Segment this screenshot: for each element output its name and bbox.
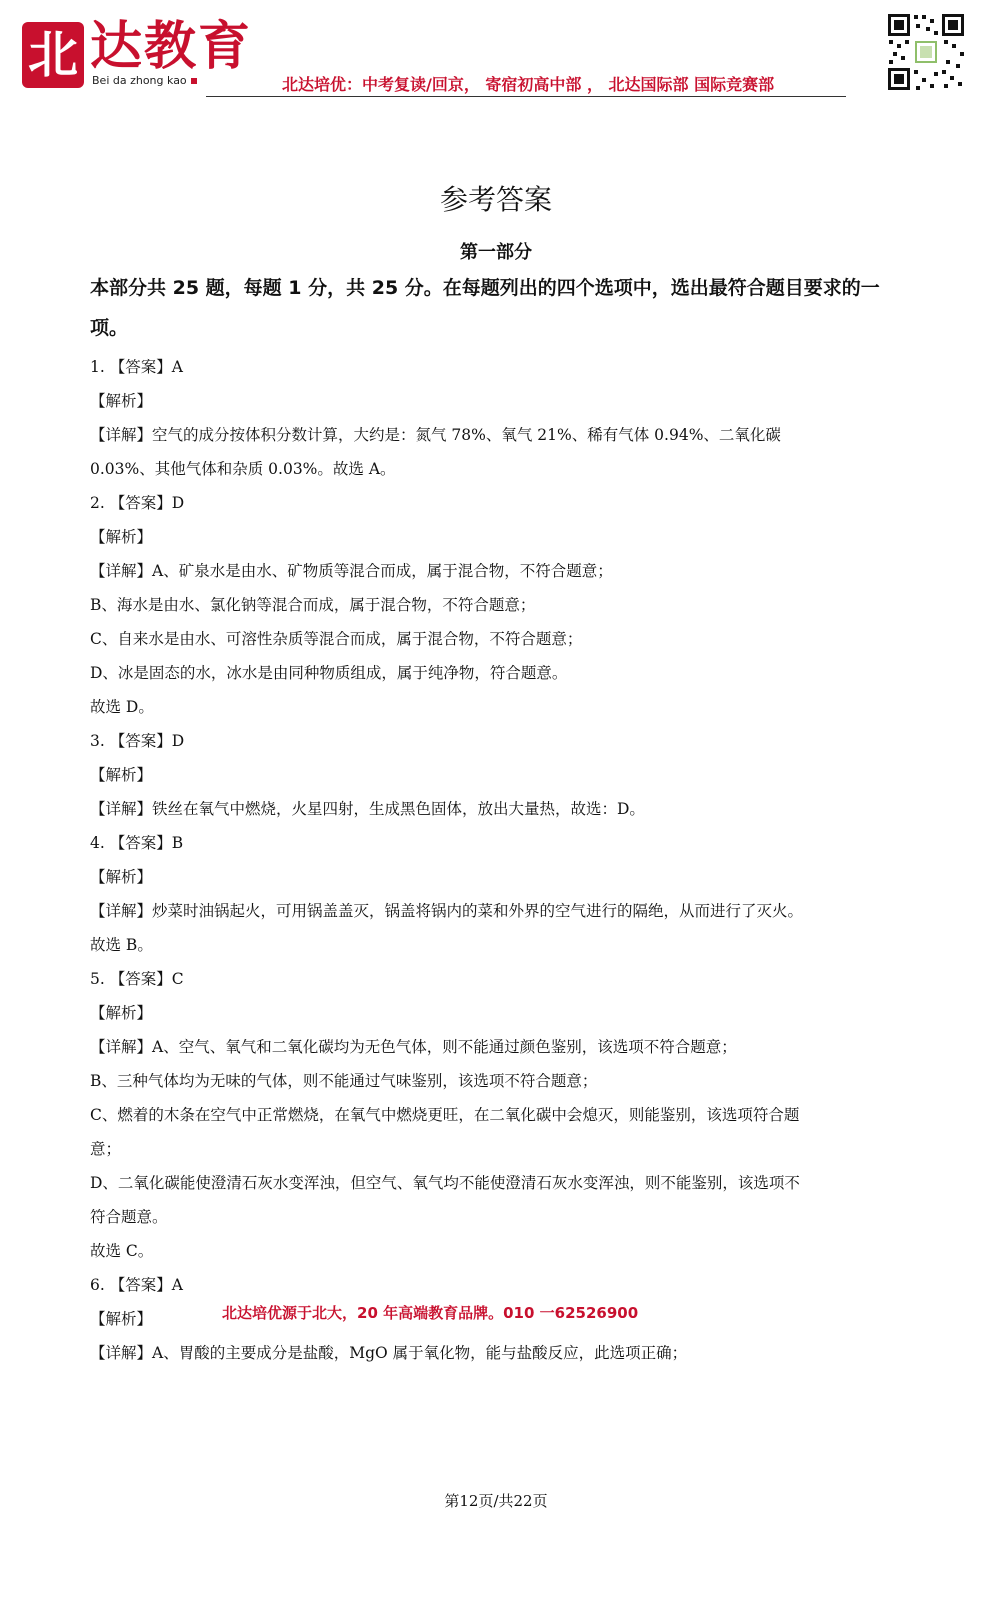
page-number: 第12页/共22页 (444, 1492, 548, 1510)
header-slogan: 北达培优：中考复读/回京， 寄宿初高中部 ， 北达国际部 国际竞赛部 (282, 75, 775, 94)
text-line: 【解析】 (90, 528, 153, 546)
text-line: C、自来水是由水、可溶性杂质等混合而成，属于混合物，不符合题意； (90, 630, 583, 648)
text-line: 5. 【答案】C (90, 970, 184, 988)
text-line: 【详解】铁丝在氧气中燃烧，火星四射，生成黑色固体，放出大量热，故选：D。 (90, 800, 645, 818)
text-line: 意； (90, 1140, 122, 1158)
page-title: 参考答案 (439, 183, 552, 216)
text-line: 4. 【答案】B (90, 834, 184, 852)
text-line: 故选 B。 (90, 936, 153, 954)
text-line: 【详解】A、空气、氧气和二氧化碳均为无色气体，则不能通过颜色鉴别，该选项不符合题意； (90, 1038, 737, 1056)
text-line: 故选 C。 (90, 1242, 154, 1260)
logo-dot (191, 78, 197, 84)
text-line: 【解析】 (90, 766, 153, 784)
text-line: 1. 【答案】A (90, 358, 183, 376)
text-line: 6. 【答案】A (90, 1276, 183, 1294)
logo-text: 达教育 (90, 16, 253, 77)
header-divider (206, 96, 846, 97)
text-line: 符合题意。 (90, 1208, 168, 1226)
text-line: 【解析】 (90, 1004, 153, 1022)
text-line: 【详解】炒菜时油锅起火，可用锅盖盖灭，锅盖将锅内的菜和外界的空气进行的隔绝，从而进行了灭火。 (90, 902, 804, 920)
text-line: 0.03%、其他气体和杂质 0.03%。故选 A。 (90, 460, 396, 478)
text-line: 故选 D。 (90, 698, 154, 716)
section-instructions: 本部分共 25 题，每题 1 分，共 25 分。在每题列出的四个选项中，选出最符合题目要求的一项。 (90, 277, 880, 339)
text-line: B、三种气体均为无味的气体，则不能通过气味鉴别，该选项不符合题意； (90, 1072, 598, 1090)
logo-subtitle-text: Bei da zhong kao (92, 74, 187, 87)
text-line: 【解析】 (90, 1310, 153, 1328)
text-line: 【解析】 (90, 392, 153, 410)
text-line: D、冰是固态的水，冰水是由同种物质组成，属于纯净物，符合题意。 (90, 664, 568, 682)
promo-banner: 北达培优源于北大，20 年高端教育品牌。010 一62526900 (222, 1304, 639, 1322)
section-title: 第一部分 (460, 242, 532, 263)
logo-mark (22, 22, 84, 88)
text-line: B、海水是由水、氯化钠等混合而成，属于混合物，不符合题意； (90, 596, 536, 614)
qr-code-icon (886, 12, 966, 92)
text-line: 【详解】A、矿泉水是由水、矿物质等混合而成，属于混合物，不符合题意； (90, 562, 613, 580)
text-line: 2. 【答案】D (90, 494, 185, 512)
logo-char: 北 (28, 26, 78, 84)
logo-subtitle (92, 74, 197, 87)
text-line: 【详解】空气的成分按体积分数计算，大约是：氮气 78%、氧气 21%、稀有气体 0.94%、二氧化碳 (90, 426, 781, 444)
text-line: 【解析】 (90, 868, 153, 886)
text-line: D、二氧化碳能使澄清石灰水变浑浊，但空气、氧气均不能使澄清石灰水变浑浊，则不能鉴别，该选项不 (90, 1174, 800, 1192)
text-line: 3. 【答案】D (90, 732, 185, 750)
text-line: C、燃着的木条在空气中正常燃烧，在氧气中燃烧更旺，在二氧化碳中会熄灭，则能鉴别，该选项符合题 (90, 1106, 800, 1124)
answer-content (90, 350, 905, 1370)
text-line: 【详解】A、胃酸的主要成分是盐酸，MgO 属于氧化物，能与盐酸反应，此选项正确； (90, 1344, 688, 1362)
